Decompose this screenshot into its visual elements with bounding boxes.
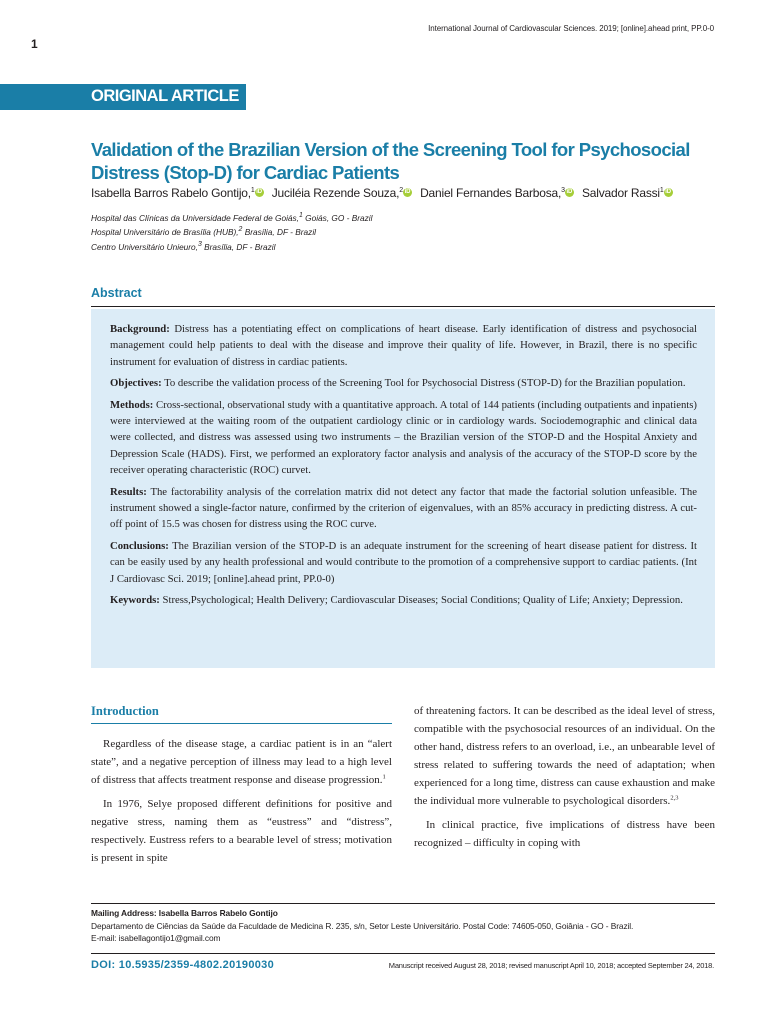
affiliation-mark: 2: [238, 226, 243, 234]
abstract-text: Stress,Psychological; Health Delivery; Cardiovascular Diseases; Social Conditions; Quality of Life; Anxiety; Depression.: [162, 594, 683, 607]
body-paragraph: [91, 735, 392, 789]
paragraph-text: In 1976, Selye proposed different definitions for positive and negative stress, naming them as “eustress” and “distress”, respectively. Eustress refers to a bearable level of stress; motivation is present in spite: [91, 798, 392, 864]
abstract-background: [110, 321, 697, 370]
abstract-text: The factorability analysis of the correlation matrix did not detect any factor that made the factorial solution unfeasible. The instrument showed a single-factor nature, confirmed by the criterion of eigenvalues, with an 85% accuracy in predicting distress. A cut-off point of 15.5 was chosen for distress using the ROC curve.: [110, 485, 697, 531]
affiliation-location: Goiás, GO - Brazil: [302, 212, 373, 223]
mailing-address-text: Departamento de Ciências da Saúde da Faculdade de Medicina R. 235, s/n, Setor Leste Universitário. Postal Code: 74605-050, Goiânia - GO - Brazil.: [91, 920, 634, 931]
paragraph-text: of threatening factors. It can be described as the ideal level of stress, compatible with the psychosocial resources of an individual. On the other hand, distress refers to an overload, i.e., an unbearable level of stress related to suffering towards the need of adaptation; when experienced for a long time, distress can cause exhaustion and make the individual more vulnerable to psychological disorders.: [414, 705, 715, 807]
author: [272, 186, 412, 200]
abstract-label: Conclusions:: [110, 539, 169, 552]
abstract-keywords: [110, 592, 697, 608]
divider: [91, 903, 715, 904]
abstract-label: Methods:: [110, 398, 154, 411]
mailing-label: Mailing Address: Isabella Barros Rabelo Gontijo: [91, 908, 278, 918]
abstract-text: Distress has a potentiating effect on complications of heart disease. Early identification of distress and psychosocial management could help patients to deal with the disease and improve their quality of life. However, in Brazil, there is no specific instrument for evaluation of distress in cardiac patients.: [110, 323, 697, 368]
author-affiliation-mark: 1: [250, 187, 255, 194]
email-link[interactable]: E-mail: isabellagontijo1@gmail.com: [91, 933, 221, 943]
affiliation: [91, 239, 691, 253]
affiliation-name: Centro Universitário Unieuro,: [91, 241, 198, 252]
author-name: Isabella Barros Rabelo Gontijo,: [91, 186, 251, 200]
author-name: Daniel Fernandes Barbosa,: [420, 186, 562, 200]
affiliation: [91, 224, 691, 238]
paragraph-text: Regardless of the disease stage, a cardiac patient is in an “alert state”, and a negative perception of illness may lead to a high level of distress that affects treatment response and disease progression.: [91, 738, 392, 786]
abstract-heading: Abstract: [91, 286, 142, 300]
affiliation-mark: 3: [197, 240, 202, 248]
section-banner: [0, 84, 246, 110]
abstract-objectives: [110, 375, 697, 391]
abstract-text: The Brazilian version of the STOP-D is an adequate instrument for the screening of heart disease patient for distress. It can be easily used by any health professional and would contribute to the promotion of a comprehensive support to cardiac patients. (Int J Cardiovasc Sci. 2019; [online].ahead print, PP.0-0): [110, 539, 697, 585]
abstract-label: Background:: [110, 323, 170, 335]
abstract-conclusions: [110, 538, 697, 587]
affiliation-location: Brasília, DF - Brazil: [242, 227, 317, 238]
orcid-icon[interactable]: iD: [665, 189, 671, 195]
divider: [91, 306, 715, 307]
affiliation-list: [91, 210, 691, 253]
author-affiliation-mark: 3: [561, 187, 565, 194]
abstract-methods: [110, 397, 697, 479]
abstract-label: Objectives:: [110, 377, 162, 390]
page-number: 1: [31, 37, 38, 51]
author: [420, 186, 574, 200]
paragraph-text: In clinical practice, five implications of distress have been recognized – difficulty in coping with: [414, 819, 715, 849]
author-affiliation-mark: 2: [399, 187, 403, 194]
journal-citation-header: International Journal of Cardiovascular Sciences. 2019; [online].ahead print, PP.0-0: [428, 24, 714, 33]
section-label: ORIGINAL ARTICLE: [91, 87, 239, 105]
abstract-text: Cross-sectional, observational study with a quantitative approach. A total of 144 patients (including outpatients and inpatients) were interviewed at the waiting room of the outpatient cardiology clinic or in cardiology wards. Sociodemographic and clinical data were collected, and distress was assessed using two instruments – the Brazilian version of the STOP-D and the Hospital Anxiety and Depression Scale (HADS). First, we performed an exploratory factor analysis and analysis of the accuracy of the STOP-D score by the receiver operating characteristic (ROC) curvet.: [110, 398, 697, 477]
orcid-icon[interactable]: iD: [404, 189, 411, 195]
article-title: Validation of the Brazilian Version of the Screening Tool for Psychosocial Distress (Stop-D) for Cardiac Patients: [91, 139, 690, 183]
introduction-heading: Introduction: [91, 704, 159, 718]
orcid-icon[interactable]: iD: [256, 189, 262, 195]
author-affiliation-mark: 1: [659, 187, 664, 194]
affiliation-mark: 1: [299, 212, 303, 219]
body-paragraph: [414, 816, 715, 852]
author-list: [91, 186, 731, 200]
divider: [91, 953, 715, 954]
abstract-label: Results:: [110, 485, 147, 498]
affiliation-name: Hospital Universitário de Brasília (HUB),: [91, 227, 239, 238]
body-column-right: [414, 702, 715, 858]
body-paragraph: [91, 795, 392, 867]
orcid-icon[interactable]: iD: [566, 189, 573, 195]
abstract-text: To describe the validation process of the Screening Tool for Psychosocial Distress (STOP-D) for the Brazilian population.: [164, 377, 686, 390]
affiliation: [91, 210, 691, 224]
body-column-left: [91, 702, 392, 873]
abstract-results: [110, 484, 697, 533]
affiliation-name: Hospital das Clínicas da Universidade Federal de Goiás,: [91, 212, 299, 223]
citation-mark: 1: [382, 773, 386, 781]
divider: [91, 723, 392, 724]
abstract-box: [91, 309, 715, 668]
doi-link[interactable]: DOI: 10.5935/2359-4802.20190030: [91, 959, 274, 971]
manuscript-dates: Manuscript received August 28, 2018; revised manuscript April 10, 2018; accepted September 24, 2018.: [388, 961, 714, 970]
body-paragraph: [414, 702, 715, 810]
mailing-address: [91, 907, 715, 945]
author: [582, 186, 673, 200]
author: [91, 186, 264, 200]
citation-mark: 2,3: [670, 794, 679, 802]
author-name: Salvador Rassi: [582, 186, 660, 200]
author-name: Juciléia Rezende Souza,: [271, 186, 400, 200]
affiliation-location: Brasília, DF - Brazil: [201, 241, 276, 252]
abstract-label: Keywords:: [110, 594, 160, 607]
